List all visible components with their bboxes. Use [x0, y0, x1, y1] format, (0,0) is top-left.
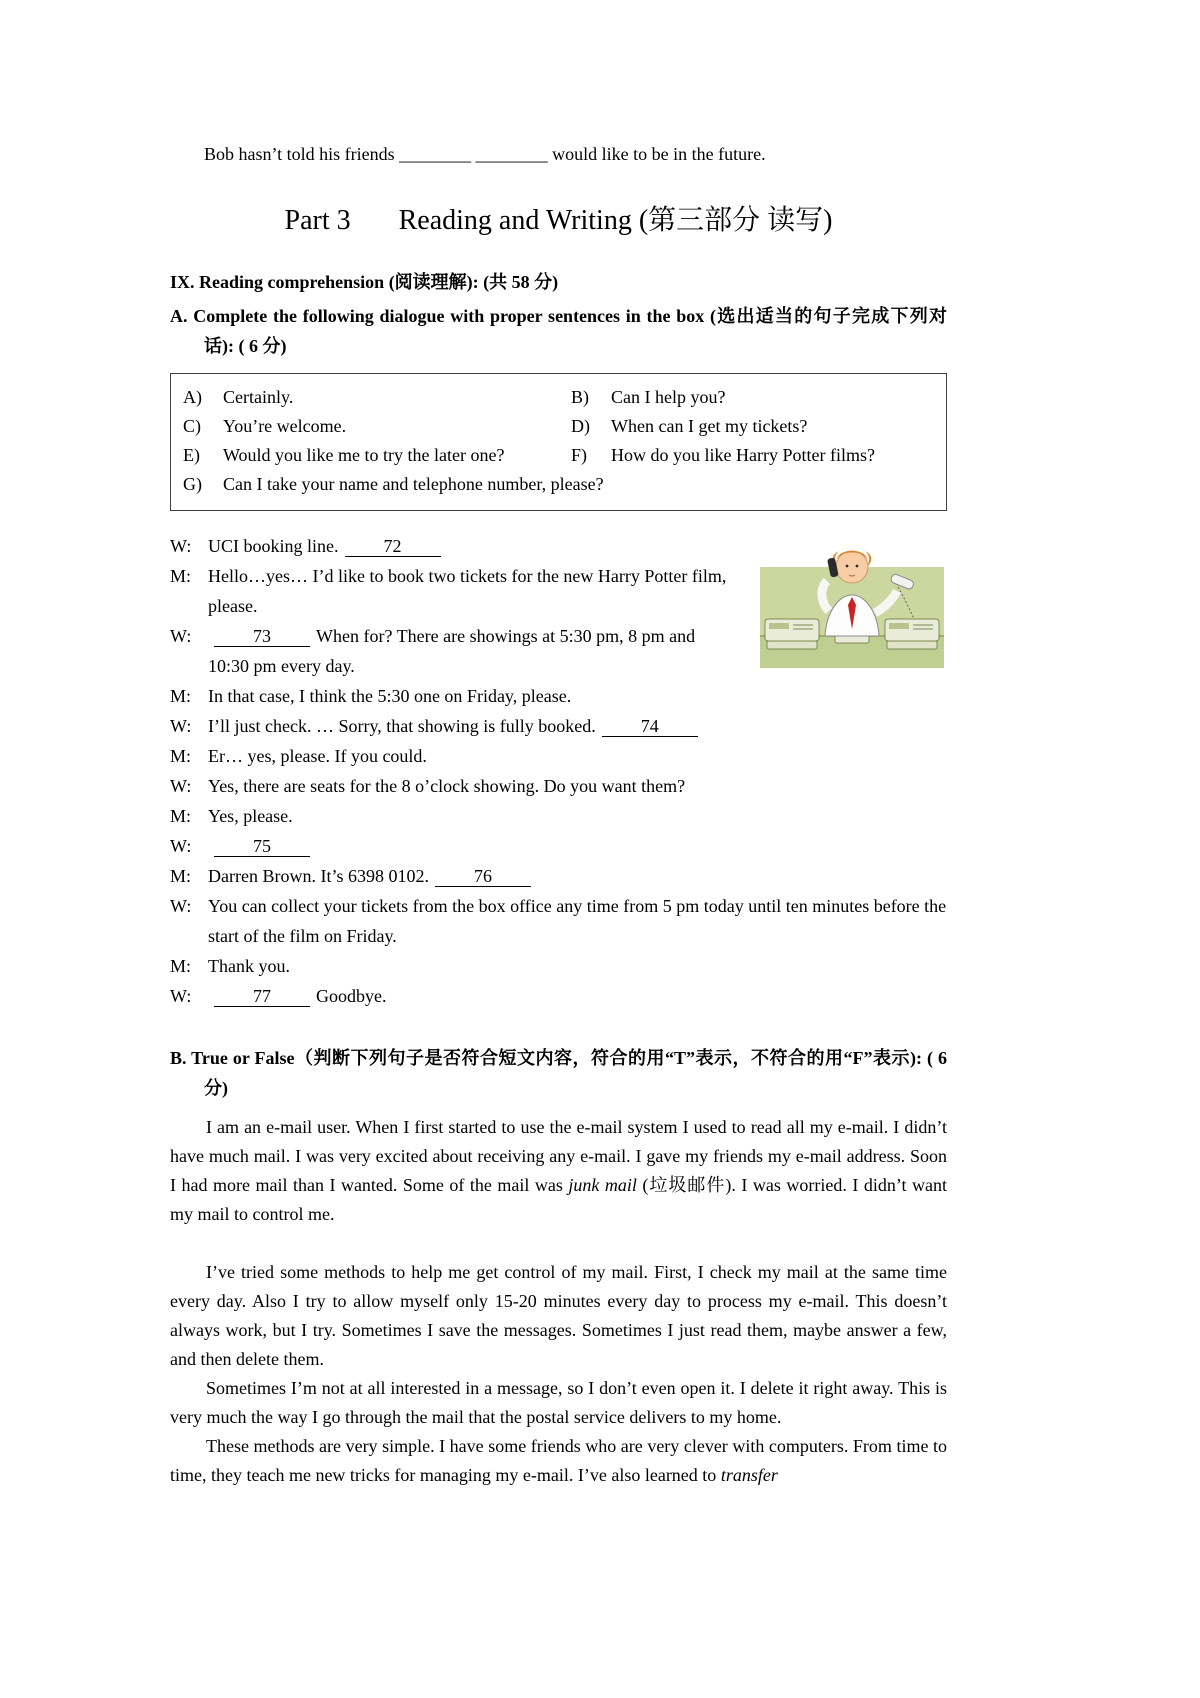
answer-blank-73: 73 — [214, 626, 310, 647]
paragraph-text: I am an e-mail user. When I first started to use the e-mail system I used to read all my e-mail. I didn’t have much mail. I was very excited about receiving any e-mail. I gave my friends my e-mail address. Soon I had more mail than I wanted. Some of the mail was — [170, 1117, 947, 1195]
answer-blank-74: 74 — [602, 716, 698, 737]
speaker-label: M: — [170, 866, 192, 886]
option-letter: E) — [183, 445, 200, 465]
dialogue-text: Darren Brown. It’s 6398 0102. — [208, 866, 429, 886]
section-b-heading: B. True or False（判断下列句子是否符合短文内容，符合的用“T”表示，不符合的用“F”表示): ( 6 分) — [170, 1048, 947, 1098]
dialogue-text: Yes, please. — [208, 806, 293, 826]
part-title — [170, 201, 947, 241]
speaker-label: M: — [170, 566, 192, 586]
dialogue-line — [170, 831, 947, 861]
option-text: Can I help you? — [611, 387, 726, 407]
answer-blank-77: 77 — [214, 986, 310, 1007]
dialogue-text: Yes, there are seats for the 8 o’clock showing. Do you want them? — [208, 776, 686, 796]
phone-operator-illustration — [757, 533, 947, 671]
speaker-label: M: — [170, 686, 192, 706]
speaker-label: M: — [170, 746, 192, 766]
option-letter: D) — [571, 416, 590, 436]
option-letter: F) — [571, 445, 588, 465]
reading-passage — [170, 1113, 947, 1490]
option-g — [183, 470, 934, 499]
dialogue-line — [170, 681, 947, 711]
dialogue-line — [170, 861, 947, 891]
dialogue-text: Thank you. — [208, 956, 290, 976]
speaker-label: W: — [170, 626, 192, 646]
part-name: Reading and Writing (第三部分 读写) — [398, 205, 833, 236]
part-label: Part 3 — [284, 205, 351, 236]
passage-paragraph-1 — [170, 1113, 947, 1229]
passage-paragraph-3: Sometimes I’m not at all interested in a message, so I don’t even open it. I delete it right away. This is very much the way I go through the mail that the postal service delivers to my home. — [170, 1378, 947, 1427]
dialogue-line — [170, 711, 947, 741]
dialogue-text: When for? There are showings at 5:30 pm, 8 pm and 10:30 pm every day. — [208, 626, 696, 676]
dialogue — [170, 531, 947, 1011]
speaker-label: W: — [170, 986, 192, 1006]
option-text: Can I take your name and telephone number, please? — [223, 474, 604, 494]
speaker-label: W: — [170, 836, 192, 856]
option-letter: C) — [183, 416, 201, 436]
dialogue-text: You can collect your tickets from the box office any time from 5 pm today until ten minutes before the start of the film on Friday. — [208, 896, 947, 946]
dialogue-line — [170, 801, 947, 831]
paragraph-text: These methods are very simple. I have some friends who are very clever with computers. From time to time, they teach me new tricks for managing my e-mail. I’ve also learned to — [170, 1436, 947, 1485]
dialogue-text: Goodbye. — [316, 986, 387, 1006]
section-a-heading: A. Complete the following dialogue with proper sentences in the box (选出适当的句子完成下列对话): ( 6 分) — [170, 306, 947, 356]
dialogue-line — [170, 951, 947, 981]
answer-blank-76: 76 — [435, 866, 531, 887]
italic-term: junk mail — [568, 1175, 637, 1195]
option-text: How do you like Harry Potter films? — [611, 445, 875, 465]
option-d — [571, 412, 934, 441]
option-row — [183, 441, 934, 470]
option-text: Certainly. — [223, 387, 294, 407]
option-row — [183, 470, 934, 499]
speaker-label: W: — [170, 536, 192, 556]
speaker-label: W: — [170, 716, 192, 736]
speaker-label: W: — [170, 896, 192, 916]
option-a — [183, 383, 571, 412]
speaker-label: M: — [170, 806, 192, 826]
option-text: Would you like me to try the later one? — [223, 445, 505, 465]
answer-blank-72: 72 — [345, 536, 441, 557]
answer-blank-75: 75 — [214, 836, 310, 857]
dialogue-text: Er… yes, please. If you could. — [208, 746, 427, 766]
fill-in-sentence: Bob hasn’t told his friends ________ ________ would like to be in the future. — [204, 144, 766, 164]
italic-term: transfer — [720, 1465, 778, 1485]
speaker-label: W: — [170, 776, 192, 796]
option-row — [183, 412, 934, 441]
dialogue-line — [170, 741, 947, 771]
option-b — [571, 383, 934, 412]
option-f — [571, 441, 934, 470]
dialogue-text: Hello…yes… I’d like to book two tickets for the new Harry Potter film, please. — [208, 566, 727, 616]
option-e — [183, 441, 571, 470]
dialogue-text: In that case, I think the 5:30 one on Friday, please. — [208, 686, 572, 706]
dialogue-line — [170, 771, 947, 801]
options-box — [170, 373, 947, 511]
option-c — [183, 412, 571, 441]
passage-paragraph-2: I’ve tried some methods to help me get control of my mail. First, I check my mail at the same time every day. Also I try to allow myself only 15-20 minutes every day to process my e-mail. This doesn’t always work, but I try. Sometimes I save the messages. Sometimes I just read them, maybe answer a few, and then delete them. — [170, 1262, 947, 1369]
dialogue-text: I’ll just check. … Sorry, that showing is fully booked. — [208, 716, 596, 736]
option-letter: B) — [571, 387, 589, 407]
dialogue-line — [170, 981, 947, 1011]
option-text: You’re welcome. — [223, 416, 347, 436]
passage-paragraph-4 — [170, 1432, 947, 1490]
option-row — [183, 383, 934, 412]
section-ix-heading: IX. Reading comprehension (阅读理解): (共 58 分) — [170, 272, 559, 292]
dialogue-text: UCI booking line. — [208, 536, 339, 556]
option-text: When can I get my tickets? — [611, 416, 808, 436]
option-letter: G) — [183, 474, 202, 494]
dialogue-line — [170, 891, 947, 951]
paragraph-text: (垃圾邮件). I was worried. I didn’t want my mail to control me. — [170, 1175, 947, 1224]
speaker-label: M: — [170, 956, 192, 976]
option-letter: A) — [183, 387, 202, 407]
